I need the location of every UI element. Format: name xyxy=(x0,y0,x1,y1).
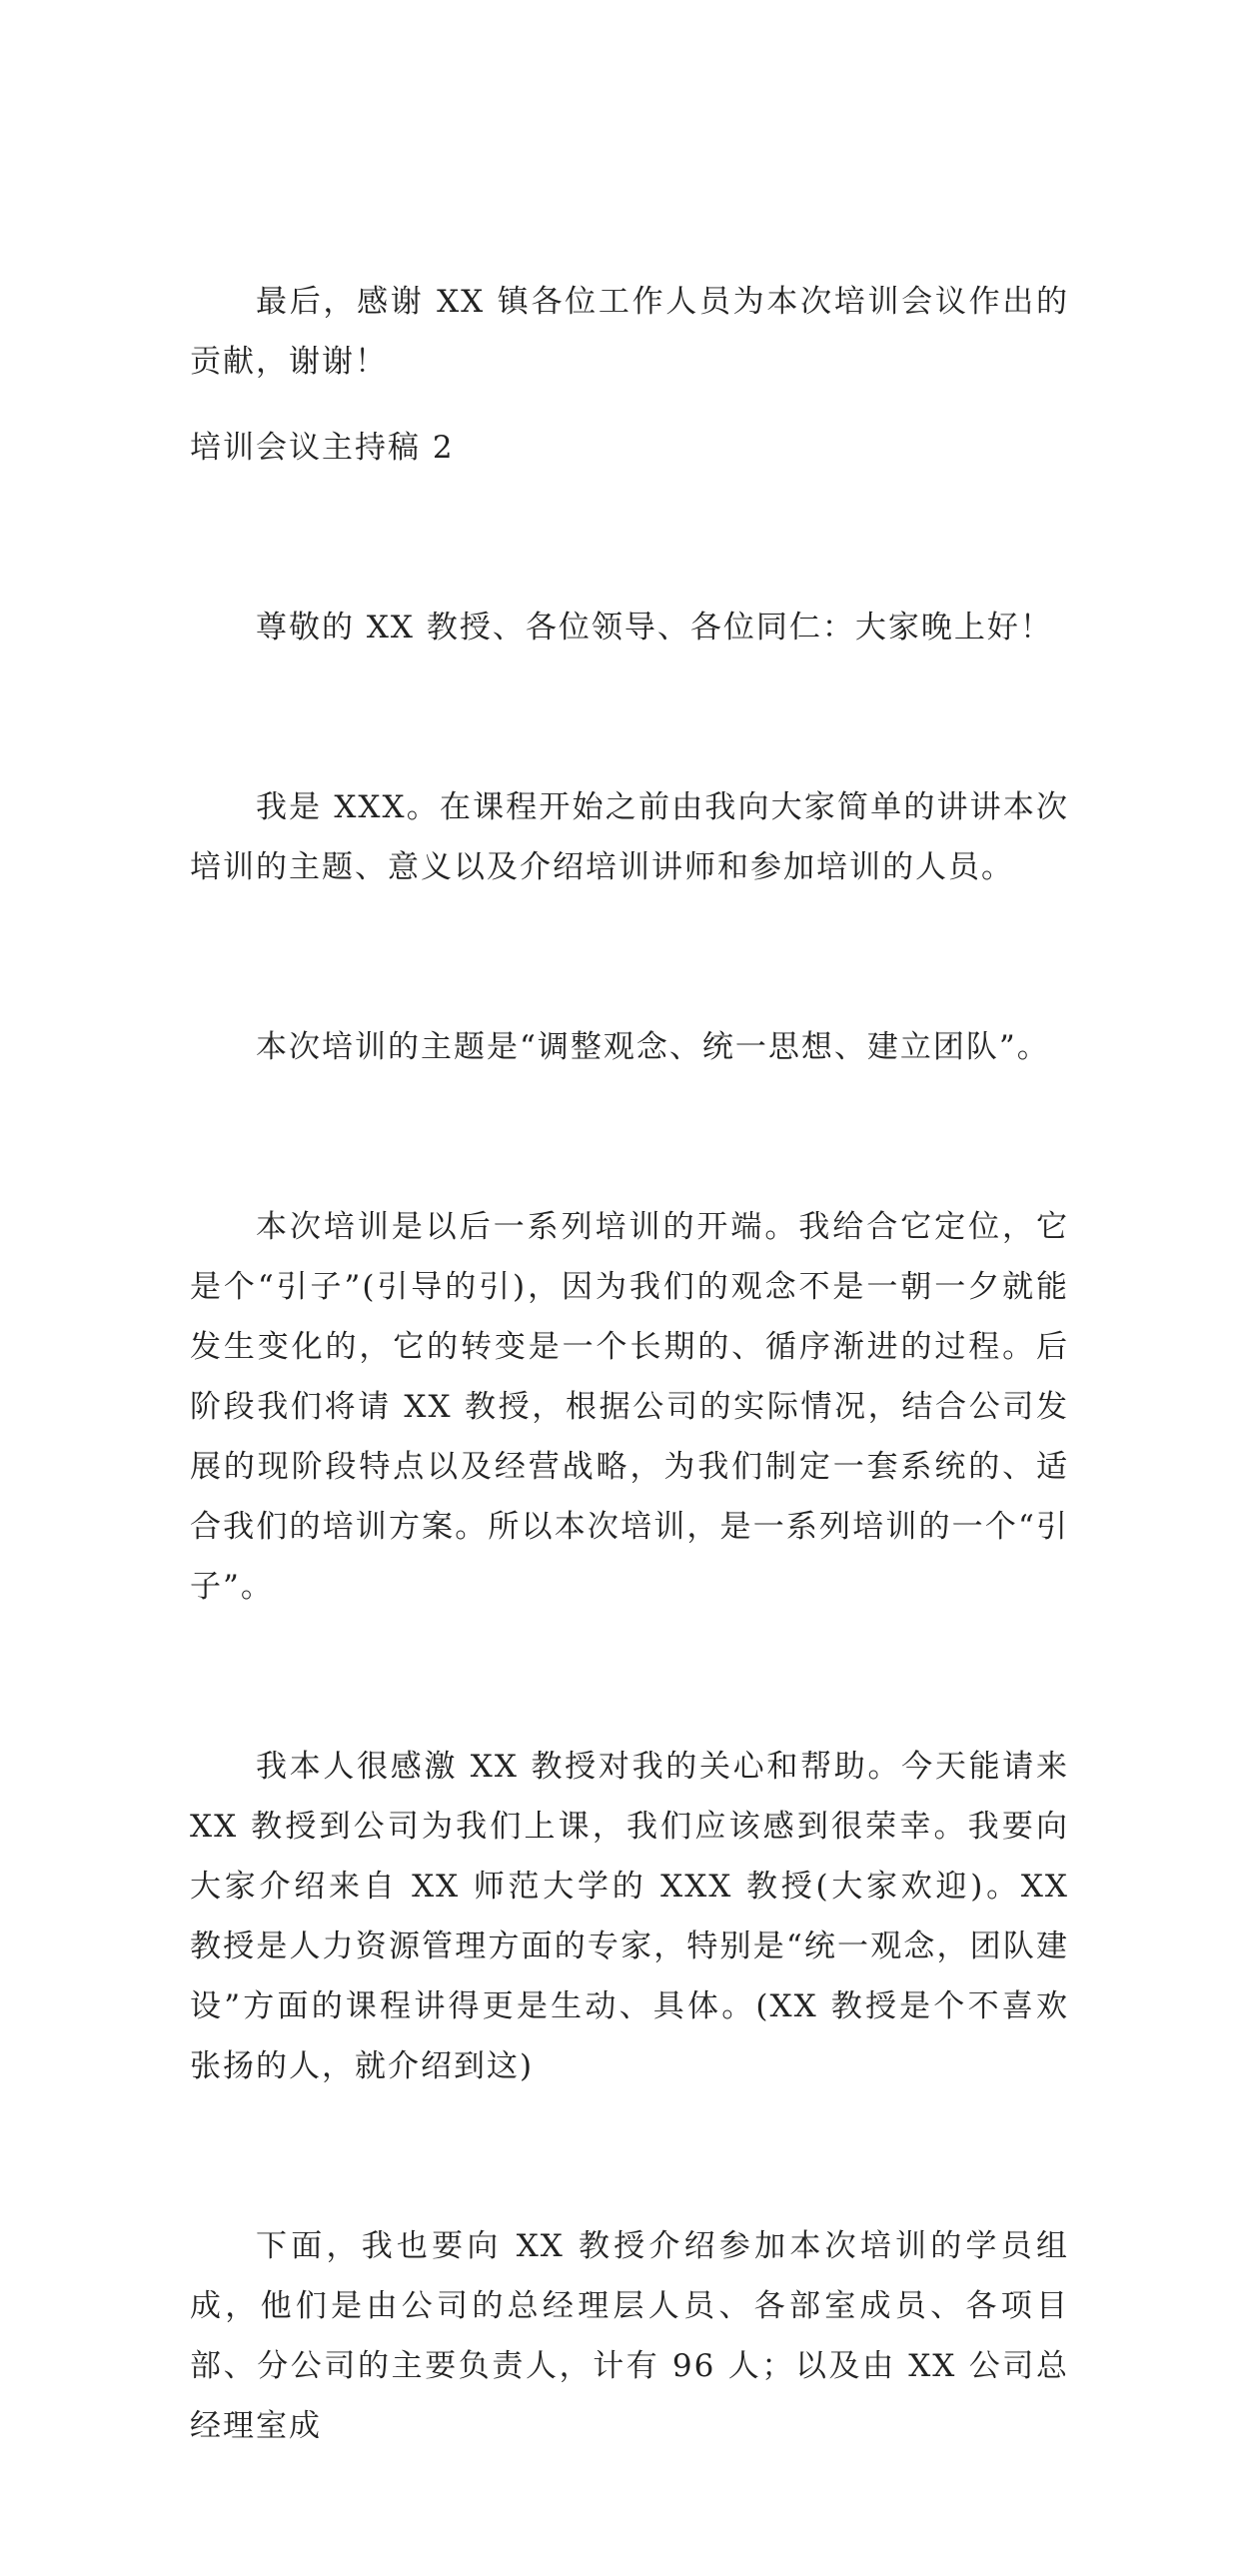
section-block xyxy=(190,298,1081,2576)
paragraph-professor-introduction: 我本人很感激 XX 教授对我的关心和帮助。今天能请来 XX 教授到公司为我们上课，我们应该感到很荣幸。我要向大家介绍来自 XX 师范大学的 XXX 教授(大家欢迎)。XX 教授是人力资源管理方面的专家，特别是“统一观念，团队建设”方面的课程讲得更是生动、具体。(XX 教授是个不喜欢张扬的人，就介绍到这) xyxy=(190,1749,1081,2084)
paragraph-trainees: 下面，我也要向 XX 教授介绍参加本次培训的学员组成，他们是由公司的总经理层人员、各部室成员、各项目部、分公司的主要负责人，计有 96 人；以及由 XX 公司总经理室成 xyxy=(190,2228,1069,2444)
paragraph-purpose: 本次培训是以后一系列培训的开端。我给合它定位，它是个“引子”(引导的引)，因为我们的观念不是一朝一夕就能发生变化的，它的转变是一个长期的、循序渐进的过程。后阶段我们将请 XX 教授，根据公司的实际情况，结合公司发展的现阶段特点以及经营战略，为我们制定一套系统的、适合我们的培训方案。所以本次培训，是一系列培训的一个“引子”。 xyxy=(190,1209,1069,1605)
closing-paragraph: 最后，感谢 XX 镇各位工作人员为本次培训会议作出的贡献，谢谢！ xyxy=(190,284,1069,380)
paragraph-introduction: 我是 XXX。在课程开始之前由我向大家简单的讲讲本次培训的主题、意义以及介绍培训讲师和参加培训的人员。 xyxy=(190,789,1069,885)
section-title: 培训会议主持稿 2 xyxy=(190,430,455,466)
paragraph-theme: 本次培训的主题是“调整观念、统一思想、建立团队”。 xyxy=(256,1029,1050,1065)
paragraph-greeting: 尊敬的 XX 教授、各位领导、各位同仁：大家晚上好！ xyxy=(256,610,1053,645)
